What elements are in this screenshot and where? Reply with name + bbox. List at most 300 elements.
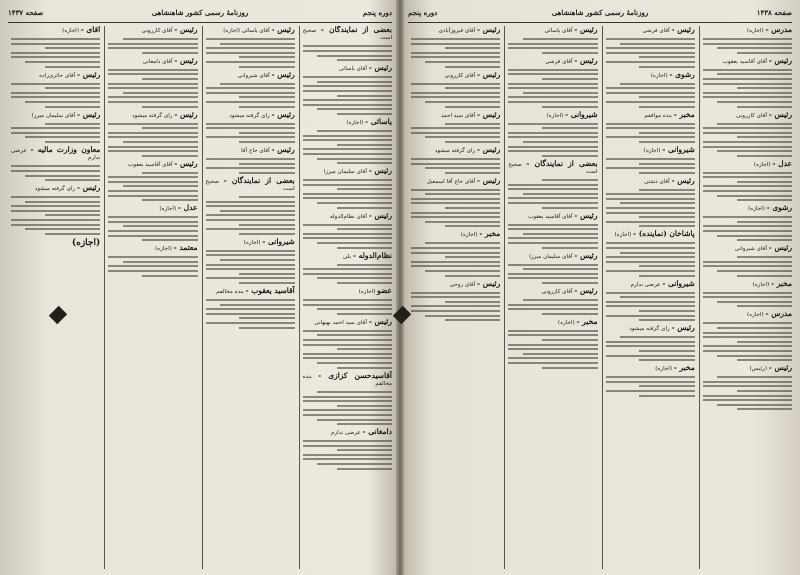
speech-entry [11, 184, 100, 235]
speaker-name: عدل - [177, 203, 198, 213]
speech-paragraph [303, 428, 392, 437]
speech-text: (اجازه) [558, 319, 575, 326]
speech-paragraph [703, 26, 792, 35]
text-line [317, 202, 392, 204]
text-line [206, 158, 295, 160]
text-line [639, 359, 694, 361]
text-line [606, 52, 695, 54]
text-line [425, 136, 500, 138]
speaker-name: معتمد - [173, 243, 198, 253]
speaker-name: رئیس - [368, 166, 392, 176]
speech-paragraph [508, 26, 597, 35]
text-line [303, 45, 392, 47]
text-line [523, 353, 598, 355]
text-line [620, 43, 695, 45]
speech-text: (اجازه) [62, 28, 79, 34]
text-line [123, 261, 198, 263]
text-line [239, 96, 294, 98]
speech-entry [508, 111, 597, 157]
text-line [303, 90, 392, 92]
text-line [11, 38, 100, 40]
text-line [508, 228, 597, 230]
speech-entry [508, 57, 597, 108]
speaker-name: رئیس - [671, 175, 695, 185]
text-line [108, 96, 197, 98]
speech-entry [411, 111, 500, 143]
text-line [206, 268, 295, 270]
text-column [504, 26, 597, 569]
speaker-name: آقاسیدحسن کزازی - [318, 370, 392, 380]
speaker-name: رئیس - [476, 144, 501, 154]
text-line [239, 132, 294, 134]
text-line [703, 230, 792, 232]
text-line [508, 136, 597, 138]
speech-entry [703, 57, 792, 108]
speech-text: (اجازه) [753, 161, 771, 168]
speaker-name: نظام‌الدوله - [352, 250, 392, 260]
text-line [703, 132, 792, 134]
speech-entry [606, 364, 695, 396]
speaker-name: شیروانی - [662, 144, 695, 154]
text-line [703, 225, 792, 227]
speech-text: آقای حاج آقا اسمعیل [426, 178, 476, 185]
text-line [25, 61, 100, 63]
text-line [108, 83, 197, 85]
text-line [303, 104, 392, 106]
speech-text: آقای کازرونی [141, 28, 173, 34]
speech-text: آقای روحی [449, 281, 476, 288]
text-line [206, 136, 295, 138]
speech-entry [206, 177, 295, 235]
text-line [737, 359, 792, 361]
speaker-name: رئیس - [768, 243, 792, 253]
text-line [717, 235, 792, 237]
text-line [303, 409, 392, 411]
speech-entry [508, 160, 597, 209]
speech-entry [606, 111, 695, 143]
text-line [639, 56, 694, 58]
text-line [508, 47, 597, 49]
text-line [317, 277, 392, 279]
text-line [703, 345, 792, 347]
text-line [303, 273, 392, 275]
speaker-name: رئیس - [574, 286, 598, 295]
speech-text: آقای فرشی [545, 58, 573, 65]
text-line [703, 336, 792, 338]
text-line [542, 207, 597, 209]
speaker-name: رئیس - [476, 278, 501, 288]
speaker-name: بعضی از نمایندگان - [526, 158, 598, 168]
speech-entry [606, 280, 695, 322]
speech-entry [703, 244, 792, 276]
speech-paragraph [508, 111, 597, 120]
text-line [45, 179, 100, 181]
text-line [606, 376, 695, 378]
text-line [737, 390, 792, 392]
speaker-name: رئیس - [671, 323, 695, 333]
text-line [239, 163, 294, 165]
text-line [142, 199, 197, 201]
text-line [337, 188, 392, 190]
speaker-name: بعضی از نمایندگان - [320, 26, 392, 34]
text-line [737, 155, 792, 157]
speaker-name: رئیس - [271, 144, 295, 154]
speaker-name: مخبر - [673, 109, 695, 119]
text-line [639, 265, 694, 267]
text-line [445, 141, 500, 143]
text-line [303, 148, 392, 150]
speech-text: (اجازه) [346, 119, 364, 126]
text-line [606, 61, 695, 63]
text-line [411, 265, 500, 267]
text-line [206, 38, 295, 40]
speech-entry [11, 71, 100, 108]
speaker-name: عدل - [772, 158, 792, 168]
text-line [108, 150, 197, 152]
speech-text: آقای دامغانی [142, 58, 173, 65]
text-line [317, 362, 392, 364]
text-line [542, 127, 597, 129]
text-line [303, 153, 392, 155]
speaker-name: عضو [377, 286, 392, 295]
text-line [737, 199, 792, 201]
speech-paragraph [703, 280, 792, 289]
text-line [542, 179, 597, 181]
speech-paragraph [108, 160, 197, 169]
speech-paragraph [303, 372, 392, 389]
text-line [45, 123, 100, 125]
text-line [206, 167, 295, 169]
text-line [108, 181, 197, 183]
speech-entry [303, 212, 392, 249]
text-line [737, 256, 792, 258]
text-line [303, 344, 392, 346]
speech-text: آقای حاج آقا [241, 147, 270, 154]
speech-entry [411, 146, 500, 174]
text-line [239, 141, 294, 143]
text-line [606, 390, 695, 392]
text-line [108, 265, 197, 267]
text-line [639, 275, 694, 277]
text-line [703, 350, 792, 352]
speech-paragraph [508, 318, 597, 327]
text-line [206, 219, 295, 221]
text-line [508, 224, 597, 226]
text-line [523, 233, 598, 235]
text-line [737, 305, 792, 307]
text-line [639, 172, 694, 174]
speech-paragraph [606, 26, 695, 35]
text-line [303, 304, 392, 306]
text-line [620, 336, 695, 338]
text-line [411, 56, 500, 58]
speech-text: آقای فرشی [642, 28, 670, 34]
text-line [523, 268, 598, 270]
text-line [317, 242, 392, 244]
text-line [425, 221, 500, 223]
page-gutter [396, 0, 404, 575]
text-column [602, 26, 695, 569]
text-line [206, 101, 295, 103]
speech-text: (اجازه) [159, 206, 177, 213]
text-line [239, 273, 294, 275]
text-line [737, 181, 792, 183]
speech-text: بنده موافقم [644, 112, 672, 119]
text-line [411, 305, 500, 307]
text-line [303, 224, 392, 226]
text-line [206, 228, 295, 230]
text-column [8, 26, 100, 569]
speech-text: آقای آقاسید یعقوب [722, 58, 767, 65]
text-line [142, 78, 197, 80]
speech-entry [11, 26, 100, 68]
text-line [717, 355, 792, 357]
speech-entry [303, 252, 392, 284]
text-line [303, 139, 392, 141]
speech-entry [303, 26, 392, 61]
text-line [606, 193, 695, 195]
speech-paragraph [508, 57, 597, 66]
text-line [220, 210, 295, 212]
text-line [303, 135, 392, 137]
text-line [337, 247, 392, 249]
text-line [508, 357, 597, 359]
text-line [239, 282, 294, 284]
text-line [303, 233, 392, 235]
text-line [445, 87, 500, 89]
text-line [606, 92, 695, 94]
text-line [123, 38, 198, 40]
speech-text: آقای سلیمان میرزا [529, 253, 573, 260]
speech-paragraph [606, 364, 695, 373]
text-line [445, 319, 500, 321]
speech-paragraph [206, 111, 295, 120]
text-line [108, 235, 197, 237]
text-line [445, 256, 500, 258]
speech-entry [303, 287, 392, 315]
text-line [206, 201, 295, 203]
text-line [220, 259, 295, 261]
text-line [45, 233, 100, 235]
text-line [542, 247, 597, 249]
text-line [411, 132, 500, 134]
speech-text: صحیح است [302, 28, 392, 42]
speech-paragraph [606, 177, 695, 186]
left-header-volume: دوره پنجم [362, 8, 392, 17]
text-line [303, 396, 392, 398]
text-line [606, 87, 695, 89]
text-line [206, 264, 295, 266]
text-line [11, 92, 100, 94]
speech-paragraph [703, 111, 792, 120]
speaker-name: رئیس - [271, 69, 295, 79]
text-line [108, 230, 197, 232]
text-line [542, 282, 597, 284]
text-line [108, 270, 197, 272]
text-line [108, 221, 197, 223]
speech-entry [303, 167, 392, 209]
text-line [508, 242, 597, 244]
speaker-name: رئیس - [476, 69, 501, 79]
speech-text: آقای شیروانی [734, 246, 767, 253]
text-line [337, 207, 392, 209]
text-line [737, 275, 792, 277]
text-line [717, 195, 792, 197]
speaker-name: رئیس - [476, 26, 501, 34]
text-line [206, 313, 295, 315]
speech-paragraph [303, 252, 392, 261]
text-line [606, 136, 695, 138]
text-line [508, 132, 597, 134]
text-line [425, 193, 500, 195]
text-line [45, 66, 100, 68]
text-line [425, 315, 500, 317]
text-column [699, 26, 792, 569]
speech-entry [206, 71, 295, 108]
text-line [206, 250, 295, 252]
speech-text: بنده مخالفم [216, 289, 244, 295]
right-page [404, 0, 796, 575]
text-line [239, 317, 294, 319]
speech-entry [606, 177, 695, 228]
speaker-name: رشوی - [669, 69, 695, 79]
text-line [123, 225, 198, 227]
speech-paragraph [606, 111, 695, 120]
speaker-name: رئیس - [174, 26, 198, 34]
speech-text: آقای کازرونی [541, 289, 573, 295]
text-line [411, 158, 500, 160]
text-line [411, 43, 500, 45]
speech-paragraph [206, 287, 295, 296]
speech-paragraph [11, 26, 100, 35]
speech-text: آقای سید احمد بهبهانی [314, 319, 367, 326]
text-line [445, 275, 500, 277]
text-line [239, 56, 294, 58]
text-line [142, 172, 197, 174]
speech-entry [206, 287, 295, 329]
text-column [299, 26, 392, 569]
speech-entry [606, 71, 695, 108]
left-page [4, 0, 396, 575]
speech-entry [206, 26, 295, 68]
speech-entry [303, 118, 392, 164]
speech-text: صحیح است [508, 161, 598, 176]
text-line [337, 162, 392, 164]
speech-text: آقای یاسائی [338, 66, 367, 73]
text-line [25, 101, 100, 103]
text-line [206, 127, 295, 129]
text-line [11, 170, 100, 172]
speech-text: آقای کازرونی [444, 72, 476, 79]
text-line [425, 167, 500, 169]
left-page-header [8, 6, 392, 23]
text-line [703, 92, 792, 94]
text-line [425, 101, 500, 103]
speaker-name: شیروانی - [662, 278, 695, 288]
text-line [239, 66, 294, 68]
speech-entry [606, 324, 695, 361]
speech-entry [411, 177, 500, 228]
text-line [303, 193, 392, 195]
speaker-name: آقاسید یعقوب - [245, 286, 295, 295]
speech-entry [108, 57, 197, 108]
text-line [508, 237, 597, 239]
text-line [639, 132, 694, 134]
text-line [703, 172, 792, 174]
speech-text: بلی [343, 253, 352, 260]
speech-entry [703, 364, 792, 410]
text-line [317, 55, 392, 57]
speech-paragraph [206, 238, 295, 247]
text-line [303, 99, 392, 101]
text-line [606, 305, 695, 307]
text-line [508, 43, 597, 45]
text-line [606, 256, 695, 258]
text-line [737, 106, 792, 108]
text-line [703, 83, 792, 85]
speaker-name: رئیس - [574, 250, 598, 260]
text-line [317, 334, 392, 336]
text-line [508, 273, 597, 275]
speech-paragraph [303, 64, 392, 73]
speech-paragraph [11, 184, 100, 193]
speaker-name: رئیس - [271, 26, 295, 34]
text-line [508, 330, 597, 332]
speech-entry [411, 71, 500, 108]
speech-paragraph [11, 71, 100, 80]
speaker-name: رئیس - [368, 63, 392, 73]
text-line [108, 146, 197, 148]
speaker-name: رئیس - [768, 109, 792, 119]
speech-entry [411, 280, 500, 322]
text-line [411, 127, 500, 129]
text-line [737, 408, 792, 410]
text-line [639, 216, 694, 218]
speech-paragraph [508, 212, 597, 221]
text-line [108, 256, 197, 258]
text-line [703, 78, 792, 80]
text-line [11, 127, 100, 129]
text-line [239, 233, 294, 235]
speech-paragraph [508, 252, 597, 261]
text-line [123, 185, 198, 187]
text-line [108, 136, 197, 138]
text-line [508, 188, 597, 190]
speech-text: (اجازه) [243, 239, 261, 246]
text-line [411, 96, 500, 98]
text-line [508, 150, 597, 152]
text-line [717, 123, 792, 125]
speech-text: آقای کازرونی [736, 112, 767, 119]
text-line [703, 69, 792, 71]
text-line [142, 52, 197, 54]
text-line [703, 385, 792, 387]
speech-paragraph [411, 177, 500, 186]
text-line [11, 165, 100, 167]
speech-text: (اجازه) [614, 232, 632, 239]
speech-text: (اجازه) [358, 289, 376, 295]
text-line [508, 73, 597, 75]
speech-paragraph [703, 364, 792, 373]
speech-paragraph [303, 167, 392, 176]
text-line [703, 146, 792, 148]
text-line [717, 101, 792, 103]
text-line [606, 47, 695, 49]
text-line [337, 264, 392, 266]
text-line [703, 322, 792, 324]
text-line [239, 172, 294, 174]
speaker-name: رئیس - [574, 55, 598, 65]
